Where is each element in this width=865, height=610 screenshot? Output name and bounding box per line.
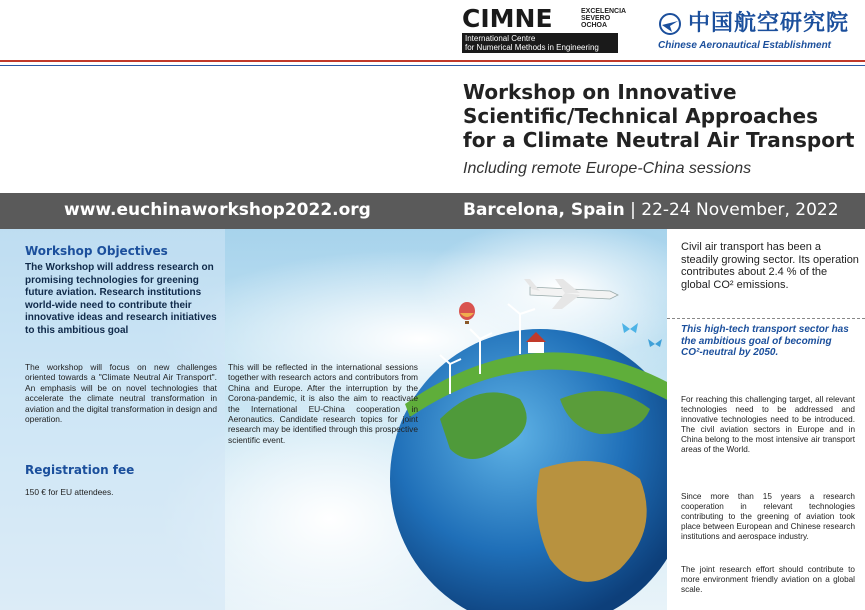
right-divider: [667, 318, 865, 319]
so-line1: EXCELENCIA: [581, 8, 627, 15]
title-line-3: for a Climate Neutral Air Transport: [463, 128, 855, 152]
objectives-heading: Workshop Objectives: [25, 244, 168, 258]
severo-ochoa-logo: [581, 8, 626, 29]
cimne-wordmark: CIMNE: [462, 4, 553, 33]
objectives-summary: The Workshop will address research on promising technologies for greening future aviation. Research institutions world-wide need to contribute their innovative ideas and research initiatives to this ambitious goal: [25, 262, 217, 336]
right-paragraph-1: For reaching this challenging target, all relevant technologies need to be addressed and innovative technologies need to be introduced. The civil aviation sectors in Europe and in China belong to the most intensive air transport areas of the World.: [681, 395, 855, 455]
right-lead-text: Civil air transport has been a steadily growing sector. Its operation contributes about 2.4 % of the global CO² emissions.: [681, 241, 859, 291]
so-line2: SEVERO: [581, 15, 611, 22]
event-location-dates: [463, 200, 839, 220]
right-paragraph-3: The joint research effort should contribute to more environment friendly aviation on a global scale.: [681, 565, 855, 595]
cae-english-name: Chinese Aeronautical Establishment: [658, 40, 832, 51]
cae-chinese-name: 中国航空研究院: [688, 11, 850, 36]
house-icon: [528, 341, 544, 353]
cimne-subtitle: [462, 33, 618, 53]
page-title: [463, 80, 858, 152]
right-highlight-quote: This high-tech transport sector has the ambitious goal of becoming CO²-neutral by 2050.: [681, 324, 849, 358]
info-banner: [0, 193, 865, 229]
title-line-1: Workshop on Innovative: [463, 80, 737, 104]
header-rule-red: [0, 60, 865, 62]
objectives-text: The workshop will focus on new challenges oriented towards a "Climate Neutral Air Transport". An emphasis will be on novel technologies that accelerate the climate neutral transformation in aviation and the digital transformation in design and operation.: [25, 362, 217, 425]
so-line3: OCHOA: [581, 22, 608, 29]
title-line-2: Scientific/Technical Approaches: [463, 104, 818, 128]
cae-emblem-icon: [658, 12, 682, 36]
header-rule-blue: [0, 65, 865, 66]
banner-separator: |: [630, 200, 636, 220]
registration-heading: Registration fee: [25, 463, 135, 477]
cimne-line1: International Centre: [465, 34, 536, 43]
event-location: Barcelona, Spain: [463, 200, 625, 220]
page-subtitle: Including remote Europe-China sessions: [463, 160, 752, 177]
website-link[interactable]: www.euchinaworkshop2022.org: [64, 200, 371, 220]
cimne-line2: for Numerical Methods in Engineering: [465, 43, 599, 52]
right-paragraph-2: Since more than 15 years a research cooperation in relevant technologies contributing to the greening of aviation took place between European and Chinese research institutions and aerospace industry.: [681, 492, 855, 542]
middle-text: This will be reflected in the international sessions together with research actors and contributors from China and Europe. After the interruption by the Corona-pandemic, it is also the aim to reactivate the International EU-China cooperation in Aeronautics. Candidate research topics for joint research may be identified through this prospective scientific event.: [228, 362, 418, 445]
registration-fee-text: 150 € for EU attendees.: [25, 487, 114, 497]
event-dates: 22-24 November, 2022: [641, 200, 839, 220]
